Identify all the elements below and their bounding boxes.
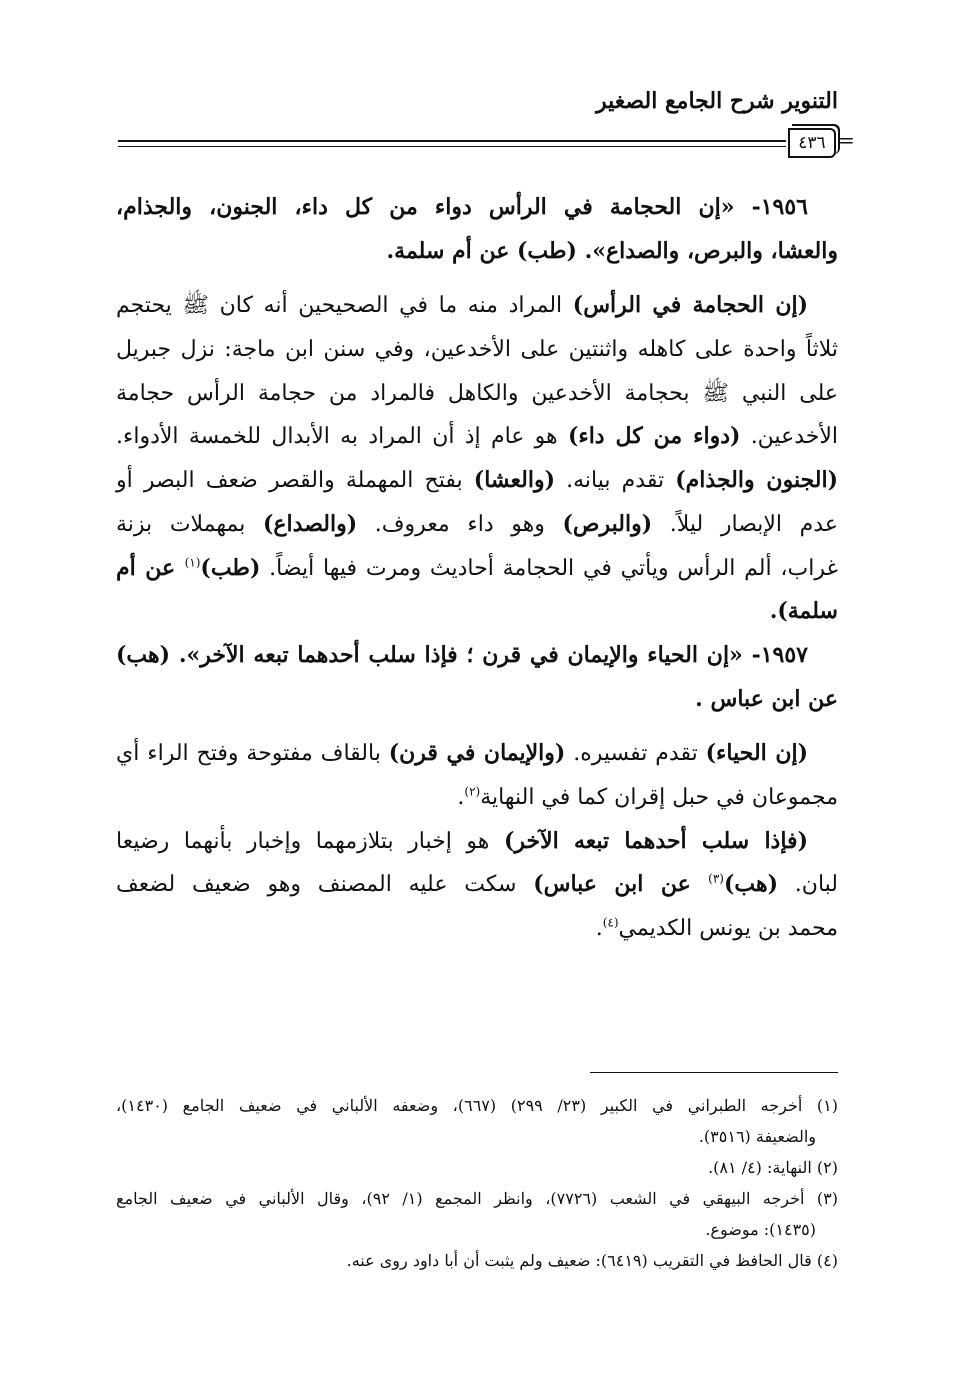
footnote-separator [590, 1072, 838, 1073]
text-run: المراد منه ما في الصحيحين أنه كان ﷺ يحتجم [116, 293, 573, 319]
text-run: على النبي ﷺ بحجامة الأخدعين والكاهل فالمراد من حجامة الرأس حجامة [116, 380, 838, 406]
text-line [116, 328, 838, 372]
bold-text: (إن الحياء) [705, 740, 808, 767]
footnote-ref: (٤) [602, 915, 619, 930]
bold-text: والعشا، والبرص، والصداع». (طب) عن أم سلمة. [386, 237, 838, 264]
footnote-line: (١) أخرجه الطبراني في الكبير (٢٣/ ٢٩٩) (٦٦٧)، وضعفه الألباني في ضعيف الجامع (١٤٣٠)، [116, 1096, 838, 1115]
bold-text: (والعشا) [473, 467, 555, 494]
text-run: هو عام إذ أن المراد به الأبدال للخمسة الأدواء. [116, 424, 568, 450]
text-run: ثلاثاً واحدة على كاهله واثنتين على الأخدعين، وفي سنن ابن ماجة: نزل جبريل [116, 337, 838, 363]
text-run: غراب، ألم الرأس ويأتي في الحجامة أحاديث ومرت فيها أيضاً. [260, 555, 838, 581]
body-text [116, 186, 838, 951]
bold-text: (والإيمان في قرن) [388, 740, 566, 767]
text-line [116, 907, 838, 951]
text-line [116, 820, 838, 864]
text-line [116, 863, 838, 907]
text-run: بالقاف مفتوحة وفتح الراء أي [116, 741, 389, 767]
running-header-title: التنوير شرح الجامع الصغير [596, 88, 838, 114]
bold-text: (فإذا سلب أحدهما تبعه الآخر) [503, 827, 808, 854]
text-run: سكت عليه المصنف وهو ضعيف لضعف [116, 872, 534, 898]
bold-text: (هب) [723, 871, 779, 898]
text-run: مجموعان في حبل إقران كما في النهاية [480, 784, 838, 810]
text-run: الأخدعين. [740, 424, 839, 450]
footnote-line: والضعيفة (٣٥١٦). [698, 1127, 816, 1146]
bold-text: عن ابن عباس) [533, 871, 709, 898]
bold-text: ١٩٥٦- «إن الحجامة في الرأس دواء من كل داء، الجنون، والجذام، [116, 194, 808, 220]
text-line [116, 230, 838, 274]
bold-text: (الجنون والجذام) [675, 467, 839, 494]
text-run: . [457, 784, 465, 810]
footnote-line: (٤) قال الحافظ في التقريب (٦٤١٩): ضعيف ولم يثبت أن أبا داود روى عنه. [346, 1251, 838, 1270]
bold-text: عن ابن عباس . [695, 685, 838, 712]
bold-text: عن أم [116, 554, 185, 581]
footnotes [116, 1090, 838, 1276]
text-line [116, 459, 838, 503]
text-line [116, 678, 838, 722]
header-rule [118, 140, 786, 142]
text-line [116, 372, 838, 416]
text-line [116, 634, 838, 678]
text-run: لبان. [778, 872, 838, 898]
bold-text: (والبرص) [562, 510, 653, 537]
footnote-line: (٢) النهاية: (٤/ ٨١). [708, 1158, 838, 1177]
bold-text: سلمة). [769, 598, 838, 625]
text-line [116, 503, 838, 547]
text-line [116, 776, 838, 820]
text-run: محمد بن يونس الكديمي [618, 916, 838, 941]
page-number-mark: = [838, 128, 855, 152]
bold-text: (دواء من كل داء) [567, 423, 741, 450]
footnote-line: (١٤٣٥): موضوع. [705, 1220, 816, 1239]
page-number: ٤٣٦ [788, 128, 836, 158]
text-line [116, 732, 838, 776]
text-run: . [595, 916, 603, 941]
bold-text: (إن الحجامة في الرأس) [572, 292, 808, 319]
footnote-ref: (٢) [464, 784, 481, 799]
footnote-ref: (٣) [708, 871, 724, 886]
text-line [116, 547, 838, 591]
text-run: تقدم تفسيره. [565, 741, 706, 767]
bold-text: ١٩٥٧- «إن الحياء والإيمان في قرن ؛ فإذا سلب أحدهما تبعه الآخر». (هب) [116, 641, 808, 668]
text-run: بمهملات بزنة [116, 511, 263, 537]
text-line [116, 186, 838, 230]
header-rule-thin [118, 146, 786, 147]
bold-text: (والصداع) [263, 510, 358, 537]
text-run: بفتح المهملة والقصر ضعف البصر أو [116, 468, 474, 494]
text-line [116, 284, 838, 328]
text-line [116, 590, 838, 634]
text-run: وهو داء معروف. [357, 511, 563, 537]
text-run: هو إخبار بتلازمهما وإخبار بأنهما رضيعا [116, 828, 504, 854]
text-run: عدم الإبصار ليلاً. [652, 511, 838, 537]
footnote-line: (٣) أخرجه البيهقي في الشعب (٧٧٢٦)، وانظر المجمع (١/ ٩٢)، وقال الألباني في ضعيف الجامع [116, 1189, 839, 1208]
text-run: تقدم بيانه. [554, 468, 676, 494]
footnote-ref: (١) [184, 555, 201, 570]
bold-text: (طب) [200, 554, 261, 581]
text-line [116, 415, 838, 459]
